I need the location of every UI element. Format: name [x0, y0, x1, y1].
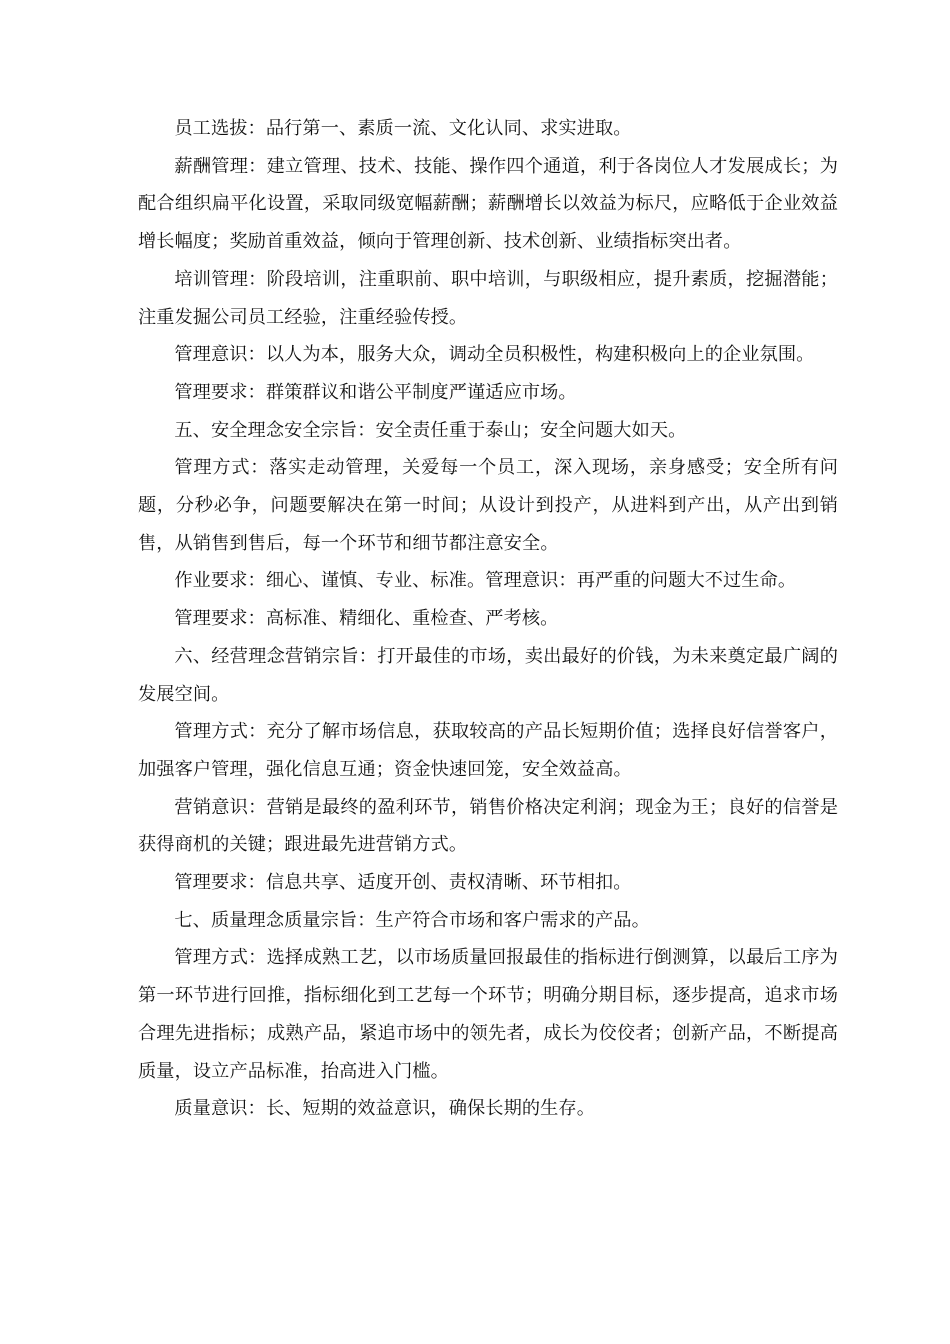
document-body	[138, 110, 838, 1128]
paragraph-business-principle: 六、经营理念营销宗旨：打开最佳的市场，卖出最好的价钱，为未来奠定最广阔的发展空间。	[138, 645, 838, 705]
paragraph-quality-principle: 七、质量理念质量宗旨：生产符合市场和客户需求的产品。	[174, 909, 650, 931]
paragraph-safety-management-requirements: 管理要求：高标准、精细化、重检查、严考核。	[174, 608, 559, 630]
paragraph-quality-management-method: 管理方式：选择成熟工艺，以市场质量回报最佳的指标进行倒测算，以最后工序为第一环节进行回推，指标细化到工艺每一个环节；明确分期目标，逐步提高，追求市场合理先进指标；成熟产品，紧追市场中的领先者，成长为佼佼者；创新产品，不断提高质量，设立产品标准，抬高进入门槛。	[138, 947, 838, 1082]
paragraph-business-management-method: 管理方式：充分了解市场信息，获取较高的产品长短期价值；选择良好信誉客户，加强客户管理，强化信息互通；资金快速回笼，安全效益高。	[138, 721, 838, 780]
paragraph-marketing-awareness: 营销意识：营销是最终的盈利环节，销售价格决定利润；现金为王；良好的信誉是获得商机的关键；跟进最先进营销方式。	[138, 796, 838, 856]
paragraph-staff-selection: 员工选拔：品行第一、素质一流、文化认同、求实进取。	[174, 118, 632, 139]
paragraph-compensation: 薪酬管理：建立管理、技术、技能、操作四个通道，利于各岗位人才发展成长；为配合组织扁平化设置，采取同级宽幅薪酬；薪酬增长以效益为标尺，应略低于企业效益增长幅度；奖励首重效益，倾向于管理创新、技术创新、业绩指标突出者。	[138, 155, 838, 253]
paragraph-management-awareness: 管理意识：以人为本，服务大众，调动全员积极性，构建积极向上的企业氛围。	[174, 344, 815, 366]
paragraph-quality-awareness: 质量意识：长、短期的效益意识，确保长期的生存。	[174, 1098, 596, 1120]
paragraph-safety-management-method: 管理方式：落实走动管理，关爱每一个员工，深入现场，亲身感受；安全所有问题，分秒必争，问题要解决在第一时间；从设计到投产，从进料到产出，从产出到销售，从销售到售后，每一个环节和细节都注意安全。	[138, 457, 838, 554]
paragraph-safety-principle: 五、安全理念安全宗旨：安全责任重于泰山；安全问题大如天。	[174, 419, 687, 441]
paragraph-management-requirements: 管理要求：群策群议和谐公平制度严谨适应市场。	[174, 381, 577, 403]
paragraph-operation-requirements: 作业要求：细心、谨慎、专业、标准。管理意识：再严重的问题大不过生命。	[174, 570, 797, 592]
paragraph-business-management-requirements: 管理要求：信息共享、适度开创、责权清晰、环节相扣。	[174, 872, 632, 894]
paragraph-training: 培训管理：阶段培训，注重职前、职中培训，与职级相应，提升素质，挖掘潜能；注重发掘公司员工经验，注重经验传授。	[138, 268, 838, 328]
